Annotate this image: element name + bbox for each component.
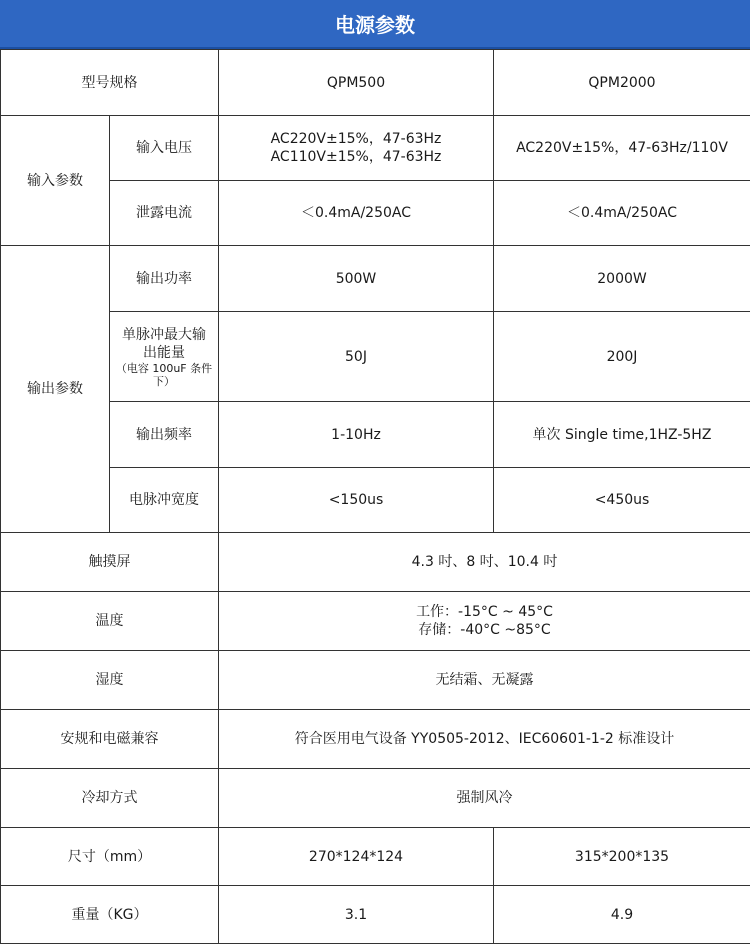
output-group-label: 输出参数 [1, 246, 110, 533]
output-power-label: 输出功率 [110, 246, 219, 312]
size-a: 270*124*124 [219, 828, 494, 886]
input-voltage-label: 输入电压 [110, 116, 219, 181]
temperature-label: 温度 [1, 592, 219, 651]
size-label: 尺寸（mm） [1, 828, 219, 886]
safety-label: 安规和电磁兼容 [1, 710, 219, 769]
page-title: 电源参数 [0, 0, 750, 49]
humidity-value: 无结霜、无凝露 [219, 651, 750, 710]
energy-label-line2: 出能量 [112, 344, 216, 362]
table-row-model [1, 50, 750, 116]
temperature-value [219, 592, 750, 651]
humidity-label: 湿度 [1, 651, 219, 710]
frequency-label: 输出频率 [110, 402, 219, 468]
input-group-label: 输入参数 [1, 116, 110, 246]
power-spec-table [0, 49, 750, 944]
table-row-leakage [1, 181, 750, 246]
weight-a: 3.1 [219, 886, 494, 944]
output-power-a: 500W [219, 246, 494, 312]
input-voltage-a-line2: AC110V±15%，47-63Hz [221, 148, 491, 166]
weight-b: 4.9 [494, 886, 750, 944]
table-row-output-power [1, 246, 750, 312]
energy-b: 200J [494, 312, 750, 402]
table-row-cooling [1, 769, 750, 828]
table-row-input-voltage [1, 116, 750, 181]
touchscreen-value: 4.3 吋、8 吋、10.4 吋 [219, 533, 750, 592]
temperature-line2: 存储：-40°C ~85°C [221, 621, 748, 639]
table-row-touchscreen [1, 533, 750, 592]
model-b-name: QPM2000 [494, 50, 750, 116]
model-a-name: QPM500 [219, 50, 494, 116]
cooling-label: 冷却方式 [1, 769, 219, 828]
frequency-b: 单次 Single time,1HZ-5HZ [494, 402, 750, 468]
table-row-temperature [1, 592, 750, 651]
leakage-a: ＜0.4mA/250AC [219, 181, 494, 246]
energy-label [110, 312, 219, 402]
table-row-weight [1, 886, 750, 944]
touchscreen-label: 触摸屏 [1, 533, 219, 592]
table-row-humidity [1, 651, 750, 710]
energy-a: 50J [219, 312, 494, 402]
leakage-b: ＜0.4mA/250AC [494, 181, 750, 246]
table-row-pulse-width [1, 468, 750, 533]
weight-label: 重量（KG） [1, 886, 219, 944]
model-header-label: 型号规格 [1, 50, 219, 116]
pulse-width-a: <150us [219, 468, 494, 533]
leakage-label: 泄露电流 [110, 181, 219, 246]
table-row-safety [1, 710, 750, 769]
table-row-energy [1, 312, 750, 402]
input-voltage-a-line1: AC220V±15%，47-63Hz [221, 130, 491, 148]
table-row-size [1, 828, 750, 886]
output-power-b: 2000W [494, 246, 750, 312]
pulse-width-label: 电脉冲宽度 [110, 468, 219, 533]
energy-label-line1: 单脉冲最大输 [112, 326, 216, 344]
energy-note: （电容 100uF 条件下） [112, 362, 216, 388]
size-b: 315*200*135 [494, 828, 750, 886]
table-row-frequency [1, 402, 750, 468]
input-voltage-b: AC220V±15%，47-63Hz/110V [494, 116, 750, 181]
input-voltage-a [219, 116, 494, 181]
temperature-line1: 工作：-15°C ~ 45°C [221, 603, 748, 621]
cooling-value: 强制风冷 [219, 769, 750, 828]
frequency-a: 1-10Hz [219, 402, 494, 468]
safety-value: 符合医用电气设备 YY0505-2012、IEC60601-1-2 标准设计 [219, 710, 750, 769]
pulse-width-b: <450us [494, 468, 750, 533]
